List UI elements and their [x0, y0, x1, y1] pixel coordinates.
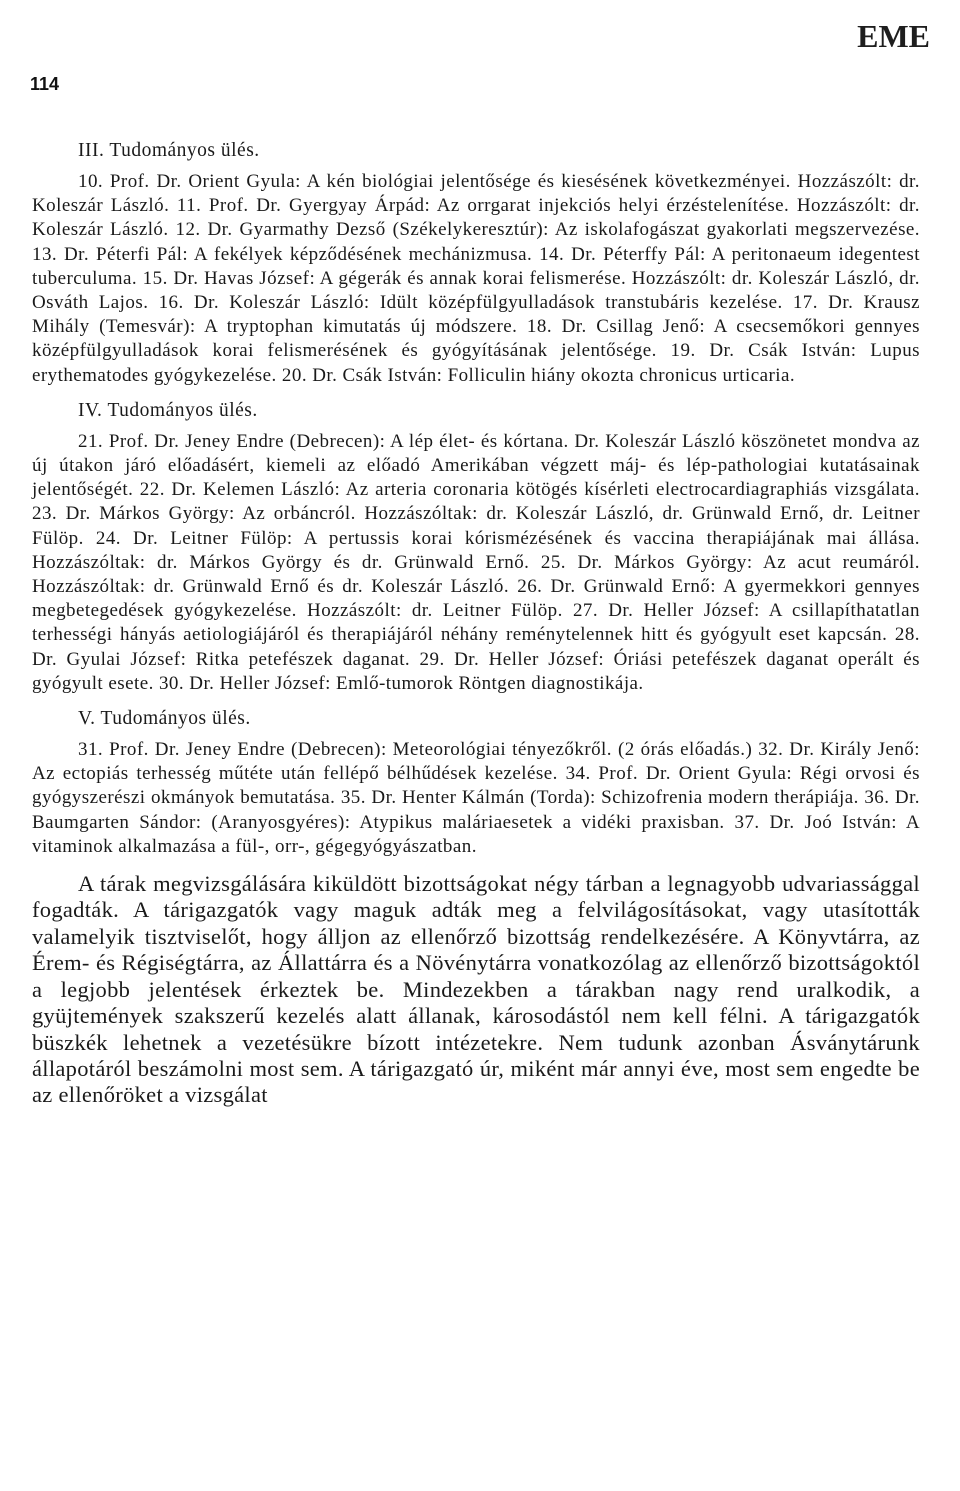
section-heading: IV. Tudományos ülés.: [78, 399, 258, 421]
page-content: [32, 138, 920, 1109]
section-iv: [32, 398, 920, 696]
section-program-text: 21. Prof. Dr. Jeney Endre (Debrecen): A lép élet- és kórtana. Dr. Koleszár László köszönetet mondva az új útakon járó előadásért, kiemeli az előadó Amerikában végzett máj- és lép-pathologiai kutatásainak jelentőségét. 22. Dr. Kelemen László: Az arteria coronaria kötögés kísérleti electrocardiagraphiás vizsgálata. 23. Dr. Márkos György: Az orbáncról. Hozzászóltak: dr. Koleszár László, dr. Grünwald Ernő, dr. Leitner Fülöp. 24. Dr. Leitner Fülöp: A pertussis korai kórismézésének és vaccina therapiájának mai állása. Hozzászóltak: dr. Márkos György és dr. Grünwald Ernő. 25. Dr. Márkos György: Az acut reumáról. Hozzászóltak: dr. Grünwald Ernő és dr. Koleszár László. 26. Dr. Grünwald Ernő: A gyermekkori gennyes megbetegedések gyógykezelése. Hozzászólt: dr. Leitner Fülöp. 27. Dr. Heller József: A csillapíthatatlan terhességi hányás aetiologiájáról és therapiájáról néhány reménytelennek hitt és gyógyult eset kapcsán. 28. Dr. Gyulai József: Ritka petefészek daganat. 29. Dr. Heller József: Óriási petefészek daganat operált és gyógyult esete. 30. Dr. Heller József: Emlő-tumorok Röntgen diagnostikája.: [32, 430, 920, 694]
section-heading: III. Tudományos ülés.: [78, 140, 260, 161]
eme-logo: EME: [857, 18, 930, 54]
page-number: 114: [30, 74, 60, 94]
section-v: [32, 706, 920, 859]
body-paragraph: A tárak megvizsgálására kiküldött bizottságokat négy tárban a legnagyobb udvariassággal fogadták. A tárigazgatók vagy maguk adták meg a felvilágosításokat, vagy utasították valamelyik tisztviselőt, hogy álljon az ellenőrző bizottság rendelkezésére. A Könyvtárra, az Érem- és Régiségtárra, az Állattárra és a Növénytárra vonatkozólag az ellenőrző bizottságoktól a legjobb jelentések érkeztek be. Mindezekben a tárakban nagy rend uralkodik, a gyüjtemények szakszerű kezelés alatt állanak, károsodástól nem kell félni. A tárigazgatók büszkék lehetnek a vezetésükre bízott intézetekre. Nem tudunk azonban Ásványtárunk állapotáról beszámolni most sem. A tárigazgató úr, miként már annyi éve, most sem engedte be az ellenőröket a vizsgálat: [32, 871, 920, 1108]
section-program-text: 31. Prof. Dr. Jeney Endre (Debrecen): Meteorológiai tényezőkről. (2 órás előadás.) 32. Dr. Király Jenő: Az ectopiás terhesség műtéte után fellépő bélhűdések kezelése. 34. Prof. Dr. Orient Gyula: Régi orvosi és gyógyszerészi okmányok bemutatása. 35. Dr. Henter Kálmán (Torda): Schizofrenia modern therápiája. 36. Dr. Baumgarten Sándor: (Aranyosgyéres): Atypikus maláriaesetek a vidéki praxisban. 37. Dr. Joó István: A vitaminok alkalmazása a fül-, orr-, gégegyógyászatban.: [32, 739, 920, 857]
section-heading: V. Tudományos ülés.: [78, 708, 251, 730]
section-iii: [32, 138, 920, 388]
section-program-text: 10. Prof. Dr. Orient Gyula: A kén biológiai jelentősége és kiesésének következményei. Hozzászólt: dr. Koleszár László. 11. Prof. Dr. Gyergyay Árpád: Az orrgarat injekciós helyi érzéstelenítése. Hozzászólt: dr. Koleszár László. 12. Dr. Gyarmathy Dezső (Székelykeresztúr): Az iskolafogászat gyakorlati megszervezése. 13. Dr. Péterfi Pál: A fekélyek képződésének mechánizmusa. 14. Dr. Péterffy Pál: A peritonaeum idegentest tuberculuma. 15. Dr. Havas József: A gégerák és annak korai felismerése. Hozzászólt: dr. Koleszár László, dr. Osváth Lajos. 16. Dr. Koleszár László: Idült középfülgyulladások transtubáris kezelése. 17. Dr. Krausz Mihály (Temesvár): A tryptophan kimutatás új módszere. 18. Dr. Csillag Jenő: A csecsemőkori gennyes középfülgyulladások korai felismerésének és gyógyításának jelentősége. 19. Dr. Csák István: Lupus erythematodes gyógykezelése. 20. Dr. Csák István: Folliculin hiány okozta chronicus urticaria.: [32, 171, 920, 386]
